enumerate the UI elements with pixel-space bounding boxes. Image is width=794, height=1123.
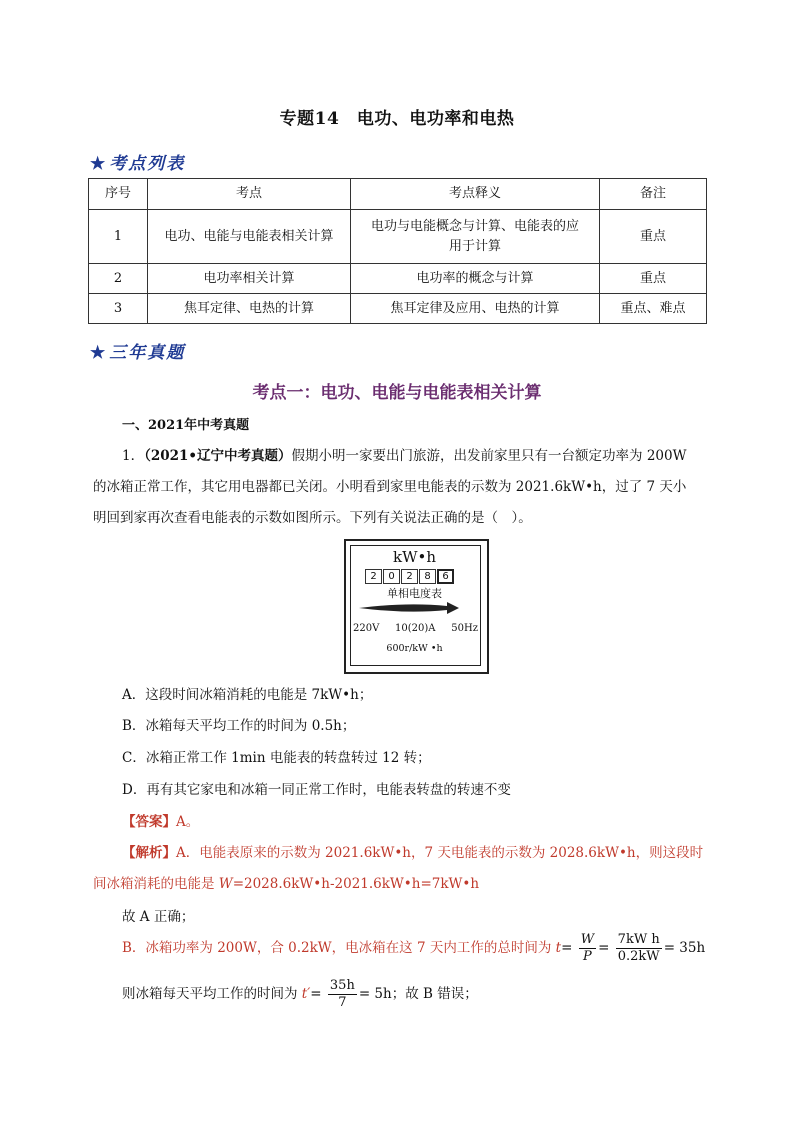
analysis-line (122, 838, 712, 868)
table-cell-desc-line: 电功与电能概念与计算、电能表的应 (370, 218, 579, 234)
table-cell-no: 3 (89, 294, 148, 324)
analysis-line (93, 869, 713, 899)
table-cell-desc: 电功率的概念与计算 (351, 264, 600, 294)
table-row (89, 210, 707, 264)
meter-unit: kW•h (392, 548, 436, 566)
fraction (579, 932, 596, 965)
table-header-no: 序号 (89, 179, 148, 210)
question-number: 1． (122, 448, 145, 464)
fraction (328, 978, 357, 1011)
fraction (616, 932, 662, 965)
option-c: C．冰箱正常工作 1min 电能表的转盘转过 12 转； (122, 750, 431, 766)
meter-digit: 0 (383, 569, 400, 584)
answer-line (122, 807, 712, 837)
meter-voltage: 220V (353, 623, 380, 634)
table-cell-desc: 焦耳定律及应用、电热的计算 (351, 294, 600, 324)
question-line: 明回到家再次查看电能表的示数如图所示。下列有关说法正确的是（ ）。 (93, 510, 532, 526)
analysis-var: t (555, 940, 562, 956)
fraction-numerator: 7kW h (617, 932, 660, 947)
section-heading-exam (90, 338, 185, 363)
meter-digit: 8 (419, 569, 436, 584)
star-icon: ★ (90, 343, 108, 363)
meter-name: 单相电度表 (387, 587, 442, 600)
meter-current: 10(20)A (395, 623, 436, 634)
fraction-denominator: P (583, 949, 592, 964)
table-cell-no: 1 (89, 210, 148, 264)
analysis-label: 【解析】 (122, 845, 176, 861)
table-header-desc: 考点释义 (351, 179, 600, 210)
meter-specs (353, 623, 478, 634)
analysis-text: =2028.6kW•h-2021.6kW•h=7kW•h (232, 876, 480, 892)
star-icon: ★ (90, 154, 108, 174)
table-cell-desc (351, 210, 600, 264)
analysis-var: t′ (301, 986, 311, 1002)
exam-points-table (88, 178, 707, 324)
fraction-numerator: 35h (329, 978, 355, 993)
analysis-line: 故 A 正确； (122, 909, 195, 925)
analysis-line: 则冰箱每天平均工作的时间为 t′= $\frac{35h}{7}$ = 5h；故 B 错误； (122, 978, 478, 1010)
analysis-text: = 5h；故 B 错误； (358, 986, 478, 1002)
topic-subheading: 考点一：电功、电能与电能表相关计算 (252, 383, 542, 403)
analysis-var: W (218, 876, 233, 892)
question-source: （2021•辽宁中考真题） (144, 448, 292, 464)
analysis-text: 间冰箱消耗的电能是 (93, 876, 219, 892)
page-title: 专题14 电功、电功率和电热 (279, 109, 515, 129)
meter-digit: 2 (365, 569, 382, 584)
table-header-point: 考点 (148, 179, 351, 210)
analysis-text: = (561, 940, 573, 956)
table-cell-no: 2 (89, 264, 148, 294)
meter-digit-decimal: 6 (437, 569, 454, 584)
meter-frequency: 50Hz (451, 623, 478, 634)
option-d: D．再有其它家电和冰箱一同正常工作时，电能表转盘的转速不变 (122, 782, 511, 798)
question-line: 的冰箱正常工作，其它用电器都已关闭。小明看到家里电能表的示数为 2021.6kW•h，过了 7 天小 (93, 479, 687, 495)
answer-value: A。 (176, 814, 200, 830)
option-a: A．这段时间冰箱消耗的电能是 7kW•h； (122, 687, 373, 703)
analysis-text: 则冰箱每天平均工作的时间为 (122, 986, 302, 1002)
table-header-row (89, 179, 707, 210)
analysis-text: B．冰箱功率为 200W，合 0.2kW，电冰箱在这 7 天内工作的总时间为 (122, 940, 556, 956)
year-heading: 一、2021年中考真题 (122, 418, 250, 433)
table-cell-point: 电功率相关计算 (148, 264, 351, 294)
table-row (89, 264, 707, 294)
table-cell-note: 重点 (600, 210, 707, 264)
section-heading-exam-label: 三年真题 (109, 343, 186, 363)
fraction-denominator: 7 (338, 995, 347, 1010)
table-cell-desc-line: 用于计算 (448, 238, 501, 254)
question-line (122, 441, 712, 471)
option-b: B．冰箱每天平均工作的时间为 0.5h； (122, 718, 356, 734)
fraction-denominator: 0.2kW (617, 949, 660, 964)
section-heading-list (90, 149, 185, 174)
table-cell-point: 电功、电能与电能表相关计算 (148, 210, 351, 264)
meter-arrow-icon (357, 600, 461, 616)
fraction-numerator: W (580, 932, 595, 947)
section-heading-list-label: 考点列表 (109, 154, 186, 174)
table-header-note: 备注 (600, 179, 707, 210)
answer-label: 【答案】 (122, 814, 176, 830)
question-text: 假期小明一家要出门旅游，出发前家里只有一台额定功率为 200W (291, 448, 687, 464)
table-cell-note: 重点 (600, 264, 707, 294)
meter-digits (365, 569, 455, 584)
table-cell-note: 重点、难点 (600, 294, 707, 324)
meter-digit: 2 (401, 569, 418, 584)
meter-revolutions: 600r/kW •h (386, 643, 443, 654)
analysis-line: B．冰箱功率为 200W，合 0.2kW，电冰箱在这 7 天内工作的总时间为 t= $\frac{W}{P}$ = $\frac{\text{7kW h}}{0.2kW}$ = 35h (122, 932, 706, 964)
table-cell-point: 焦耳定律、电热的计算 (148, 294, 351, 324)
analysis-text: A．电能表原来的示数为 2021.6kW•h，7 天电能表的示数为 2028.6kW•h，则这段时 (176, 845, 704, 861)
analysis-text: = 35h (663, 940, 706, 956)
table-row (89, 294, 707, 324)
